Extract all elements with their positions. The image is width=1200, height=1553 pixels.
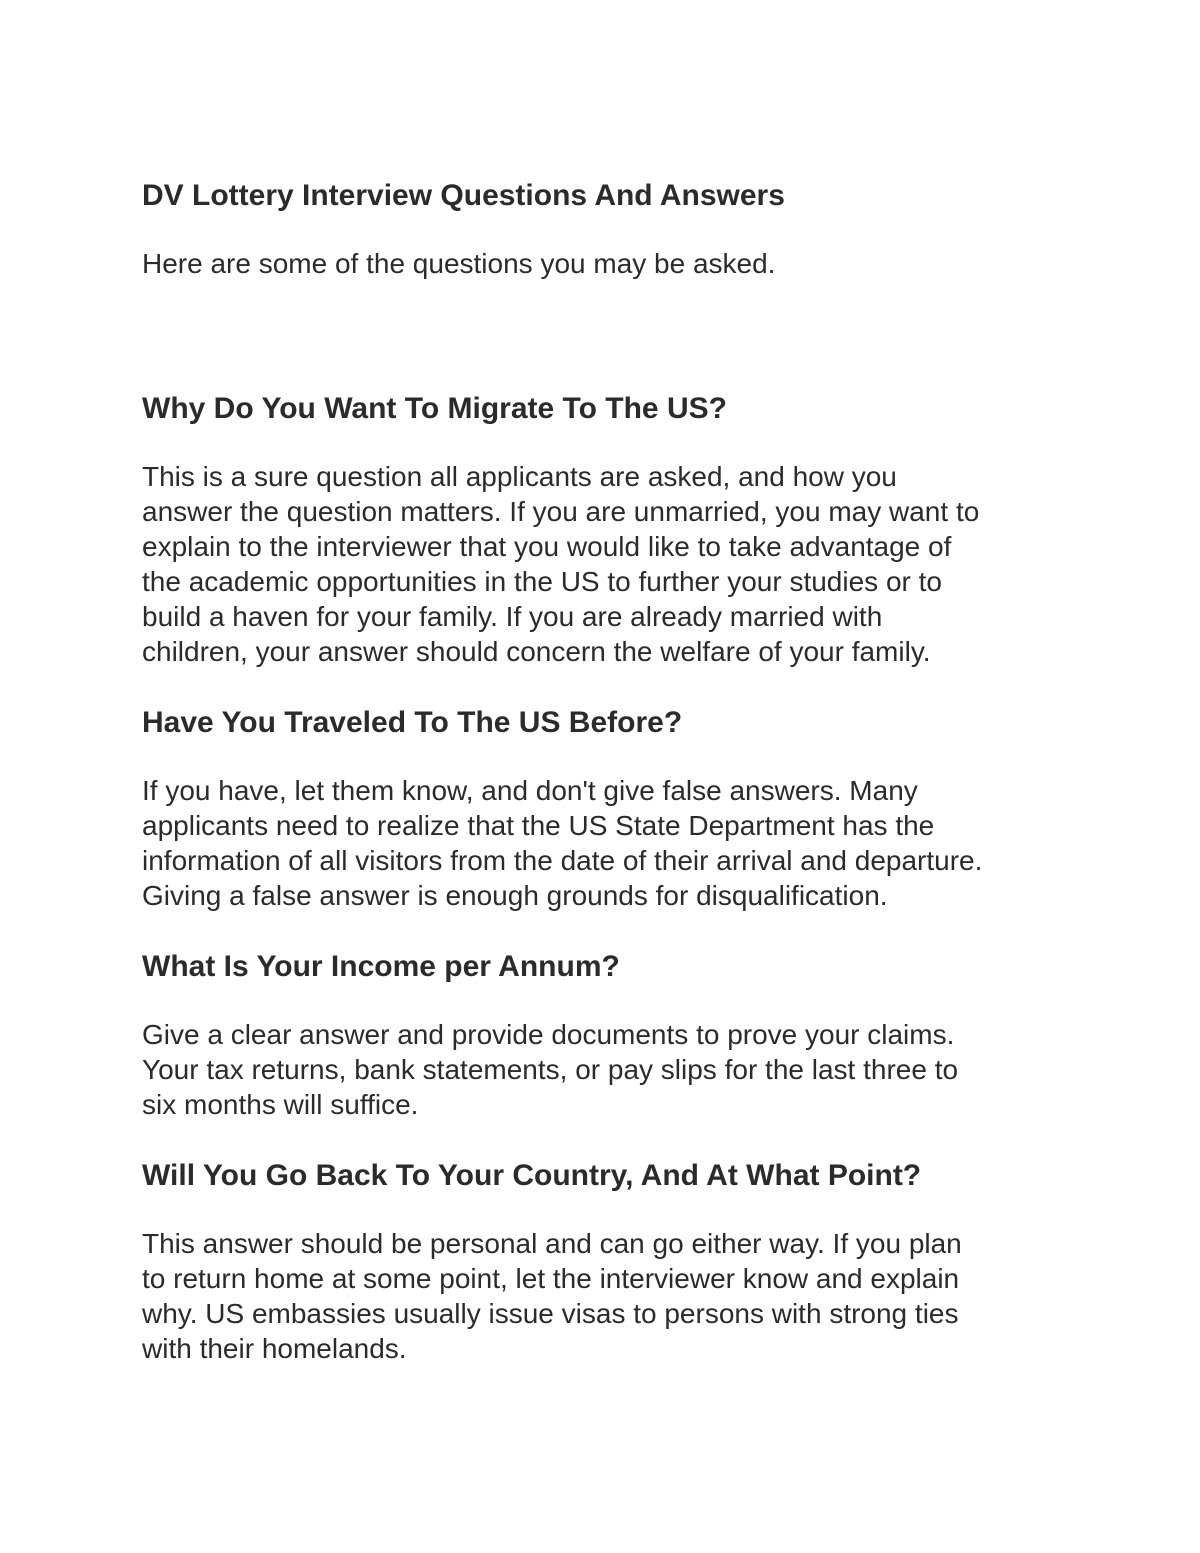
- document-content: [142, 176, 1062, 1366]
- section-body: Give a clear answer and provide documents to prove your claims. Your tax returns, bank statements, or pay slips for the last three to six months will suffice.: [142, 1019, 959, 1120]
- section-income: [142, 947, 1062, 1122]
- section-heading: Will You Go Back To Your Country, And At What Point?: [142, 1159, 922, 1192]
- section-go-back: [142, 1156, 1062, 1366]
- section-heading: Why Do You Want To Migrate To The US?: [142, 392, 727, 425]
- document-title: DV Lottery Interview Questions And Answers: [142, 179, 785, 212]
- section-traveled-before: [142, 703, 1062, 913]
- section-heading: What Is Your Income per Annum?: [142, 950, 620, 983]
- section-body: This is a sure question all applicants are asked, and how you answer the question matters. If you are unmarried, you may want to explain to the interviewer that you would like to take advantage of the academic opportunities in the US to further your studies or to build a haven for your family. If you are already married with children, your answer should concern the welfare of your family.: [142, 461, 980, 667]
- section-body: If you have, let them know, and don't give false answers. Many applicants need to realize that the US State Department has the information of all visitors from the date of their arrival and departure. Giving a false answer is enough grounds for disqualification.: [142, 775, 983, 911]
- section-why-migrate: [142, 389, 1062, 669]
- section-body: This answer should be personal and can go either way. If you plan to return home at some point, let the interviewer know and explain why. US embassies usually issue visas to persons with strong ties with their homelands.: [142, 1228, 962, 1364]
- intro-paragraph: Here are some of the questions you may be asked.: [142, 248, 776, 279]
- section-heading: Have You Traveled To The US Before?: [142, 706, 683, 739]
